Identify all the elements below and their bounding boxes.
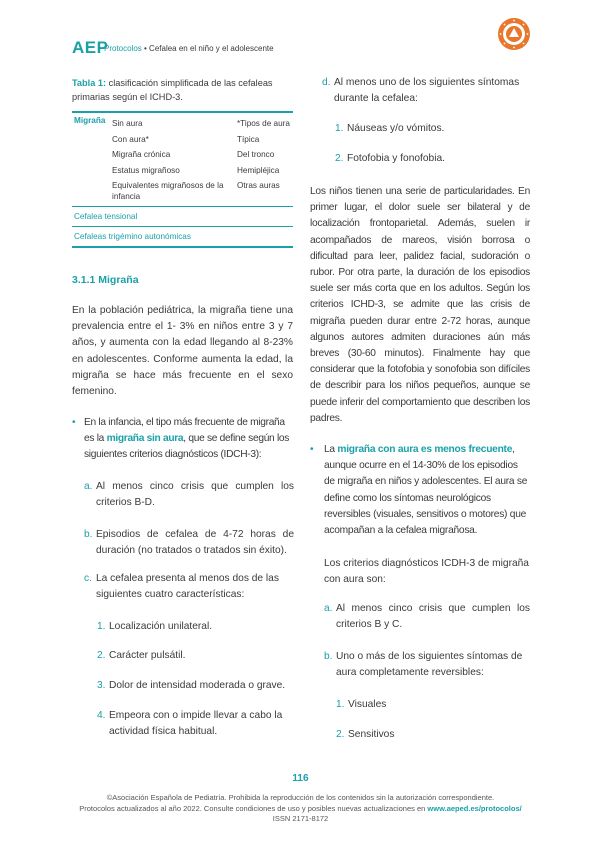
bullet-icon: • (72, 417, 76, 428)
bullet-migraine-with-aura (310, 442, 530, 539)
subcriterion-item (336, 697, 530, 713)
criterion-text: La cefalea presenta al menos dos de las siguientes cuatro características: (96, 573, 279, 601)
criterion-item (84, 479, 294, 511)
migraine-label: Migraña (74, 116, 106, 125)
criterion-text: Al menos uno de los siguientes síntomas durante la cefalea: (334, 77, 520, 105)
aura-types (237, 116, 293, 202)
table-row-tension: Cefalea tensional (72, 206, 293, 226)
aep-seal-icon (497, 17, 531, 51)
subcriterion-label: 1. (97, 621, 106, 632)
criterion-label: c. (84, 573, 92, 584)
brand-logo-text: AEP (72, 38, 109, 57)
table-caption-label: Tabla 1: (72, 78, 107, 88)
criterion-label: a. (84, 481, 93, 492)
issn-line: ISSN 2171-8172 (272, 814, 329, 823)
criterion-text: Uno o más de los siguientes síntomas de aura completamente reversibles: (336, 651, 523, 679)
subcriterion-text: Sensitivos (348, 729, 395, 740)
criterion-text: Episodios de cefalea de 4-72 horas de duración (no tratados o tratados sin éxito). (96, 529, 294, 557)
criterion-text: Al menos cinco crisis que cumplen los criterios B-D. (96, 481, 294, 509)
subcriterion-item (97, 678, 293, 694)
subcriterion-text: Localización unilateral. (109, 621, 213, 632)
header-separator: • (141, 44, 150, 53)
bullet-text (84, 415, 293, 464)
subcriterion-text: Carácter pulsátil. (109, 650, 186, 661)
aura-type: Del tronco (237, 150, 275, 159)
subcriterion-text: Empeora con o impide llevar a cabo la actividad física habitual. (109, 710, 283, 738)
criterion-label: b. (324, 651, 333, 662)
migraine-type: Equivalentes migrañosos de la infancia (112, 181, 224, 201)
aura-type: Hemipléjica (237, 165, 280, 175)
page-footer (0, 793, 601, 825)
migraine-type: Con aura* (112, 134, 149, 144)
subcriterion-item (336, 727, 530, 743)
subcriterion-label: 2. (97, 650, 106, 661)
section-heading: 3.1.1 Migraña (72, 274, 139, 286)
subcriterion-label: 4. (97, 710, 106, 721)
criterion-item (324, 601, 530, 633)
intro-paragraph: En la población pediátrica, la migraña tiene una prevalencia entre el 1- 3% en niños entre 3 y 7 años, y aumenta con la edad llegando al 8-23% en adolescentes. Conforme aumenta la edad, la migraña se hace más frecuente en el sexo femenino. (72, 305, 293, 398)
bullet-text-pre: En la infancia, el tipo más frecuente de migraña es la (84, 417, 285, 445)
header-section: Protocolos (104, 44, 142, 53)
copyright-line: ©Asociación Española de Pediatría. Prohibida la reproducción de los contenidos sin la autorización correspondiente. (106, 793, 495, 802)
criterion-item (84, 571, 294, 603)
migraine-type: Migraña crónica (112, 150, 171, 159)
bullet-text-pre: La (324, 444, 338, 455)
subcriterion-text: Náuseas y/o vómitos. (347, 123, 445, 134)
update-text: Protocolos actualizados al año 2022. Consulte condiciones de uso y posibles nuevas actualizaciones en (79, 803, 428, 813)
subcriterion-item (335, 121, 530, 137)
subcriterion-item (97, 619, 293, 635)
aura-type: Típica (237, 134, 260, 144)
criterion-label: d. (322, 77, 331, 88)
subcriterion-label: 1. (336, 699, 345, 710)
protocols-link[interactable]: www.aeped.es/protocolos/ (427, 803, 522, 813)
criterion-label: a. (324, 603, 333, 614)
table-row-migraine (72, 113, 293, 206)
bullet-icon: • (310, 444, 314, 455)
subcriterion-text: Dolor de intensidad moderada o grave. (109, 680, 286, 691)
subcriterion-text: Fotofobia y fonofobia. (347, 153, 445, 164)
classification-table (72, 111, 293, 248)
subcriterion-item (335, 151, 530, 167)
page-number: 116 (292, 773, 309, 784)
subcriterion-label: 2. (336, 729, 345, 740)
subcriterion-item (97, 648, 293, 664)
criteria-intro: Los criterios diagnósticos ICDH-3 de migraña con aura son: (324, 558, 529, 586)
criterion-item (322, 75, 530, 107)
aura-type: *Tipos de aura (237, 119, 290, 128)
table-caption (72, 76, 302, 104)
criterion-text: Al menos cinco crisis que cumplen los criterios B y C. (336, 603, 530, 631)
migraine-type: Estatus migrañoso (112, 165, 180, 175)
bullet-highlight: migraña con aura es menos frecuente (337, 444, 513, 455)
header-title: Cefalea en el niño y el adolescente (149, 44, 274, 53)
bullet-highlight: migraña sin aura (106, 433, 184, 445)
update-line (0, 804, 601, 815)
table-caption-text: clasificación simplificada de las cefaleas primarias según el ICHD-3. (72, 78, 273, 102)
subcriterion-item (97, 708, 293, 740)
subcriterion-label: 2. (335, 153, 344, 164)
bullet-text-post: , que se define según los siguientes criterios diagnósticos (IDCH-3): (84, 433, 290, 461)
table-row-trigeminal: Cefaleas trigémino autonómicas (72, 226, 293, 246)
bullet-text (324, 442, 530, 539)
criterion-label: b. (84, 529, 93, 540)
migraine-types (112, 116, 237, 202)
subcriterion-text: Visuales (348, 699, 387, 710)
bullet-migraine-without-aura (72, 415, 293, 464)
criterion-item (324, 649, 530, 681)
subcriterion-label: 3. (97, 680, 106, 691)
migraine-type: Sin aura (112, 119, 143, 128)
running-header (104, 44, 274, 53)
children-paragraph: Los niños tienen una serie de particularidades. En primer lugar, el dolor suele ser bilateral y de localización frontoparietal. Además, suelen ir acompañados de mareos, visión borrosa o dificultad para leer, palidez facial, sudoración o rubor. Por otra parte, la duración de los episodios suele ser más corta que en los adultos. Según los criterios ICHD-3, se admite que las crisis de migraña pueden durar entre 2-72 horas, aunque algunos autores admiten duraciones aún más breves (30-60 minutos). Finalmente hay que considerar que la fotofobia y sonofobia son difíciles de describir para los niños pequeños, aunque se puede inferir del comportamiento que describen los padres. (310, 186, 530, 424)
aura-type: Otras auras (237, 181, 280, 190)
bullet-text-post: , aunque ocurre en el 14-30% de los episodios de migraña en niños y adolescentes. El aura se define como los síntomas neurológicos reversibles (visuales, sensitivos o motores) que acompañan a la cefalea migrañosa. (324, 444, 528, 537)
criterion-item (84, 527, 294, 559)
subcriterion-label: 1. (335, 123, 344, 134)
